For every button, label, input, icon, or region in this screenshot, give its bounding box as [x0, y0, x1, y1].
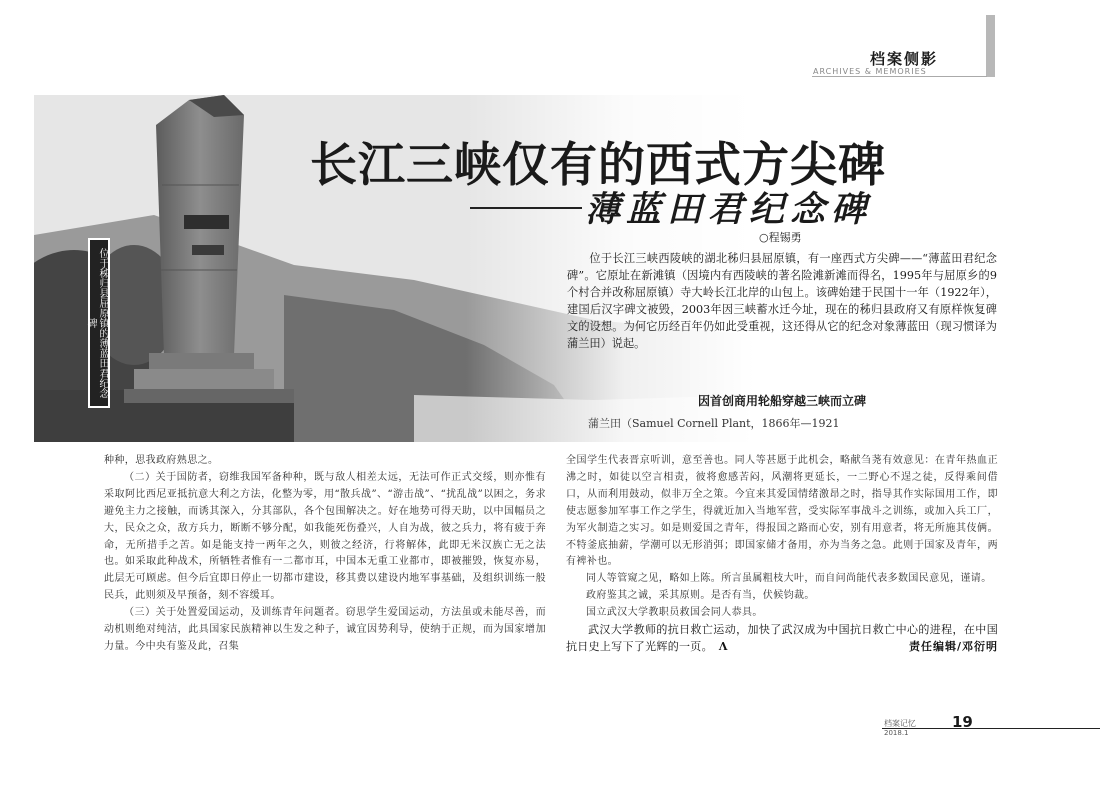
- closing-text: 武汉大学教师的抗日救亡运动，加快了武汉成为中国抗日救亡中心的进程，在中国抗日史上写下了光辉的一页。: [566, 623, 998, 653]
- paragraph: （三）关于处置爱国运动，及训练青年问题者。窃思学生爱国运动，方法虽或未能尽善，而动机则绝对纯洁，此具国家民族精神以生发之种子，诚宜因势利导，使纳于正规，而为国家增加力量。今中央有鉴及此，召集: [104, 607, 546, 652]
- left-column: [104, 453, 546, 656]
- footer-issue: 2018.1: [884, 729, 909, 737]
- article-author: ○程锡勇: [759, 231, 802, 244]
- end-mark-icon: Λ: [718, 639, 728, 653]
- closing-paragraph: [566, 622, 998, 656]
- column-name-en: ARCHIVES & MEMORIES: [813, 67, 927, 76]
- page-number: 19: [952, 713, 973, 731]
- photo-caption: 位于秭归县屈原镇的薄蓝田君纪念碑: [88, 238, 110, 408]
- article-title: 长江三峡仅有的西式方尖碑: [310, 138, 886, 193]
- paragraph: 国立武汉大学教职员救国会同人恭具。: [586, 607, 763, 619]
- header-rule: [812, 76, 987, 77]
- paragraph: 全国学生代表晋京听训，意至善也。同人等甚愿于此机会，略献刍荛有效意见：在青年热血正沸之时，如徒以空言相责，彼将愈感苦闷，风潮将更延长，一二野心不逞之徒，反得乘间借口，从而利用鼓动，似非万全之策。今宜来其爱国情绪激昂之时，指导其作实际国用工作，即使志愿参加军事工作之学生，得就近加入当地军营，受实际军事战斗之训练，或加入兵工厂，为军火制造之实习。如是则爱国之青年，得报国之路而心安，别有用意者，将无所施其伎俩。不特釜底抽薪，学潮可以无形消弭；即国家储才备用，亦为当务之急。此则于国家及青年，两有裨补也。: [566, 455, 998, 568]
- paragraph: 政府鉴其之诚，采其原则。是否有当，伏候钧裁。: [586, 590, 815, 602]
- article-intro: 位于长江三峡西陵峡的湖北秭归县屈原镇，有一座西式方尖碑——“薄蓝田君纪念碑”。它原址在新滩镇（因境内有西陵峡的著名险滩新滩而得名，1995年与屈原乡的9个村合并改称屈原镇）寺大岭长江北岸的山包上。该碑始建于民国十一年（1922年），建国后汉字碑文被毁，2003年因三峡蓄水迁今址，现在的秭归县政府又有原样恢复碑文的设想。为何它历经百年仍如此受重视，这还得从它的纪念对象薄蓝田（现习惯译为蒲兰田）说起。: [567, 252, 997, 351]
- footer-magazine: 档案记忆: [884, 719, 916, 728]
- column-name: 档案侧影: [870, 50, 939, 68]
- right-column: [566, 453, 998, 656]
- paragraph: （二）关于国防者，窃维我国军备种种，既与敌人相差太远，无法可作正式交绥，则亦惟有采取阿比西尼亚抵抗意大利之方法，化整为零，用“散兵战”、“游击战”、“扰乱战”以困之，务求避免主力之接触，而诱其深入，分其部队，各个包围解决之。好在地势可得天助，以中国幅员之大，民众之众，敌方兵力，断断不够分配，如我能死伤叠兴，人自为战，彼之兵力，将有疲于奔命，无所措手之苦。如是能支持一两年之久，则彼之经济，行将解体，此即无米汉族亡无之法也。如采取此种战术，所牺牲者惟有一二都市耳，中国本无重工业都市，即被摧毁，恢复亦易，此层无可顾虑。但今后宜即日停止一切都市建设，移其费以建设内地军事基础，及组织训练一般民兵，此则须及早预备，刻不容缓耳。: [104, 471, 546, 602]
- paragraph: 同人等管窥之见，略如上陈。所言虽属粗枝大叶，而自问尚能代表多数国民意见，谨请。: [586, 573, 992, 585]
- paragraph: 种种，思我政府熟思之。: [104, 455, 219, 466]
- article-subtitle: 薄蓝田君纪念碑: [585, 189, 873, 230]
- editor-credit: 责任编辑/邓衍明: [908, 639, 998, 653]
- column-marker-bar: [986, 15, 995, 77]
- section-first-line: 蒲兰田（Samuel Cornell Plant，1866年—1921: [588, 417, 840, 430]
- subtitle-dash: [470, 207, 582, 209]
- section-heading: 因首创商用轮船穿越三峡而立碑: [697, 394, 866, 408]
